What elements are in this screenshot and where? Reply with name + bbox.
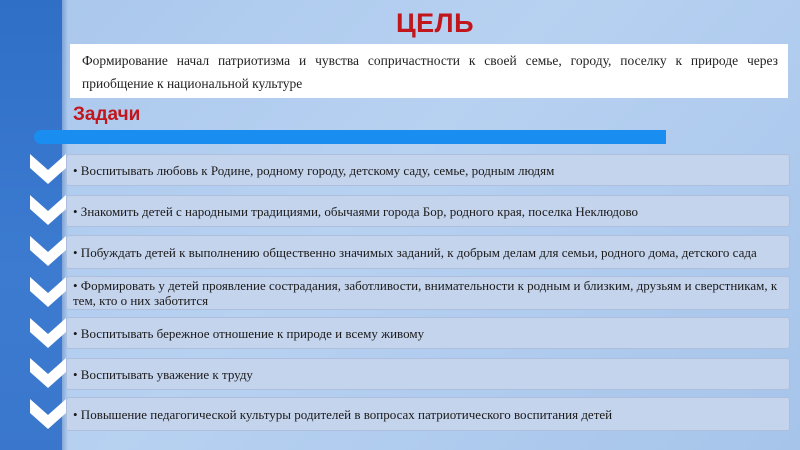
task-text: • Побуждать детей к выполнению общественно значимых заданий, к добрым делам для семьи, родного дома, детского сада: [73, 244, 757, 260]
task-row: [66, 195, 790, 227]
chevron-down-icon: [28, 232, 68, 270]
chevron-down-icon: [28, 395, 68, 433]
task-text: • Воспитывать любовь к Родине, родному городу, детскому саду, семье, родным людям: [73, 162, 555, 178]
task-row: [66, 358, 790, 390]
task-text: • Повышение педагогической культуры родителей в вопросах патриотического воспитания детей: [73, 406, 613, 422]
task-row: [66, 235, 790, 269]
tasks-heading: Задачи: [73, 104, 141, 125]
task-text: • Воспитывать бережное отношение к природе и всему живому: [73, 325, 425, 341]
slide-title: ЦЕЛЬ: [395, 8, 475, 38]
chevron-down-icon: [28, 150, 68, 188]
task-text: • Знакомить детей с народными традициями, обычаями города Бор, родного края, поселка Неклюдово: [73, 203, 639, 219]
task-text: • Воспитывать уважение к труду: [73, 366, 253, 382]
chevron-down-icon: [28, 191, 68, 229]
task-row: [66, 276, 790, 310]
accent-bar: [34, 130, 666, 144]
task-text: • Формировать у детей проявление сострадания, заботливости, внимательности к родным и близким, друзьям и сверстникам, к тем, кто о них заботится: [73, 278, 778, 308]
chevron-down-icon: [28, 314, 68, 352]
chevron-down-icon: [28, 354, 68, 392]
goal-text-box: Формирование начал патриотизма и чувства сопричастности к своей семье, городу, поселку к природе через приобщение к национальной культуре: [70, 44, 788, 98]
task-row: [66, 154, 790, 186]
task-row: [66, 397, 790, 431]
chevron-down-icon: [28, 273, 68, 311]
task-row: [66, 317, 790, 349]
